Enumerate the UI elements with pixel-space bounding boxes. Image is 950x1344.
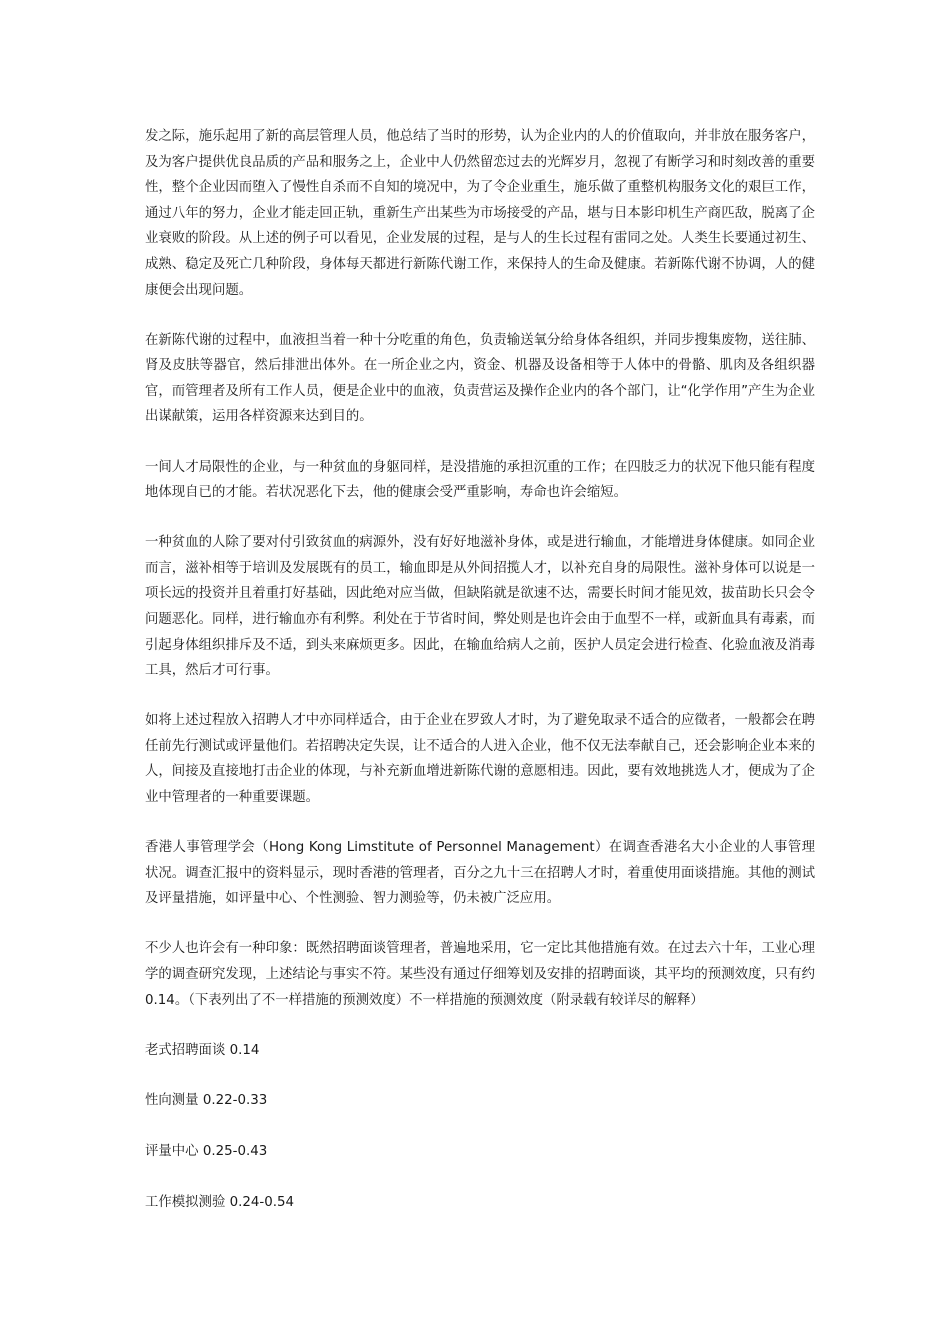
document-body bbox=[145, 124, 815, 1240]
paragraph-xerox-history: 发之际，施乐起用了新的高层管理人员，他总结了当时的形势，认为企业内的人的价值取向，并非放在服务客户，及为客户提供优良品质的产品和服务之上，企业中人仍然留恋过去的光辉岁月，忽视了有断学习和时刻改善的重要性，整个企业因而堕入了慢性自杀而不自知的境况中，为了令企业重生，施乐做了重整机构服务文化的艰巨工作，通过八年的努力，企业才能走回正轨，重新生产出某些为市场接受的产品，堪与日本影印机生产商匹敌，脱离了企业衰败的阶段。从上述的例子可以看见，企业发展的过程，是与人的生长过程有雷同之处。人类生长要通过初生、成熟、稳定及死亡几种阶段，身体每天都进行新陈代谢工作，来保持人的生命及健康。若新陈代谢不协调，人的健康便会出现问题。 bbox=[145, 129, 815, 298]
validity-item-work-simulation: 工作模拟测验 0.24-0.54 bbox=[145, 1194, 295, 1210]
validity-item-interview: 老式招聘面谈 0.14 bbox=[145, 1042, 260, 1058]
validity-item-assessment-center: 评量中心 0.25-0.43 bbox=[145, 1143, 268, 1159]
validity-item-aptitude: 性向测量 0.22-0.33 bbox=[145, 1093, 268, 1109]
paragraph-hkipm-survey: 香港人事管理学会（Hong Kong Limstitute of Personnel Management）在调查香港名大小企业的人事管理状况。调查汇报中的资料显示，现时香港的管理者，百分之九十三在招聘人才时，着重使用面谈措施。其他的测试及评量措施，如评量中心、个性测验、智力测验等，仍未被广泛应用。 bbox=[145, 840, 815, 907]
paragraph-nourish-transfusion: 一种贫血的人除了要对付引致贫血的病源外，没有好好地滋补身体，或是进行输血，才能增进身体健康。如同企业而言，滋补相等于培训及发展既有的员工，输血即是从外间招揽人才，以补充自身的局限性。滋补身体可以说是一项长远的投资并且着重打好基础，因此绝对应当做，但缺陷就是欲速不达，需要长时间才能见效，拔苗助长只会令问题恶化。同样，进行输血亦有利弊。利处在于节省时间，弊处则是也许会由于血型不一样，或新血具有毒素，而引起身体组织排斥及不适，到头来麻烦更多。因此，在输血给病人之前，医护人员定会进行检查、化验血液及消毒工具，然后才可行事。 bbox=[145, 535, 815, 679]
paragraph-recruitment: 如将上述过程放入招聘人才中亦同样适合，由于企业在罗致人才时，为了避免取录不适合的应徵者，一般都会在聘任前先行测试或评量他们。若招聘决定失误，让不适合的人进入企业，他不仅无法奉献自己，还会影响企业本来的人，间接及直接地打击企业的体现，与补充新血增进新陈代谢的意愿相违。因此，要有效地挑选人才，便成为了企业中管理者的一种重要课题。 bbox=[145, 713, 815, 806]
paragraph-predictive-validity: 不少人也许会有一种印象：既然招聘面谈管理者，普遍地采用，它一定比其他措施有效。在过去六十年，工业心理学的调查研究发现，上述结论与事实不符。某些没有通过仔细筹划及安排的招聘面谈，其平均的预测效度，只有约 0.14。（下表列出了不一样措施的预测效度）不一样措施的预测效度（附录载有较详尽的解释） bbox=[145, 941, 815, 1008]
paragraph-metabolism: 在新陈代谢的过程中，血液担当着一种十分吃重的角色，负责输送氧分给身体各组织，并同步搜集废物，送往肺、肾及皮肤等器官，然后排泄出体外。在一所企业之内，资金、机器及设备相等于人体中的骨骼、肌肉及各组织器官，而管理者及所有工作人员，便是企业中的血液，负责营运及操作企业内的各个部门，让“化学作用”产生为企业出谋献策，运用各样资源来达到目的。 bbox=[145, 332, 816, 425]
paragraph-anemic-enterprise: 一间人才局限性的企业，与一种贫血的身躯同样，是没措施的承担沉重的工作；在四肢乏力的状况下他只能有程度地体现自已的才能。若状况恶化下去，他的健康会受严重影响，寿命也许会缩短。 bbox=[145, 459, 815, 501]
